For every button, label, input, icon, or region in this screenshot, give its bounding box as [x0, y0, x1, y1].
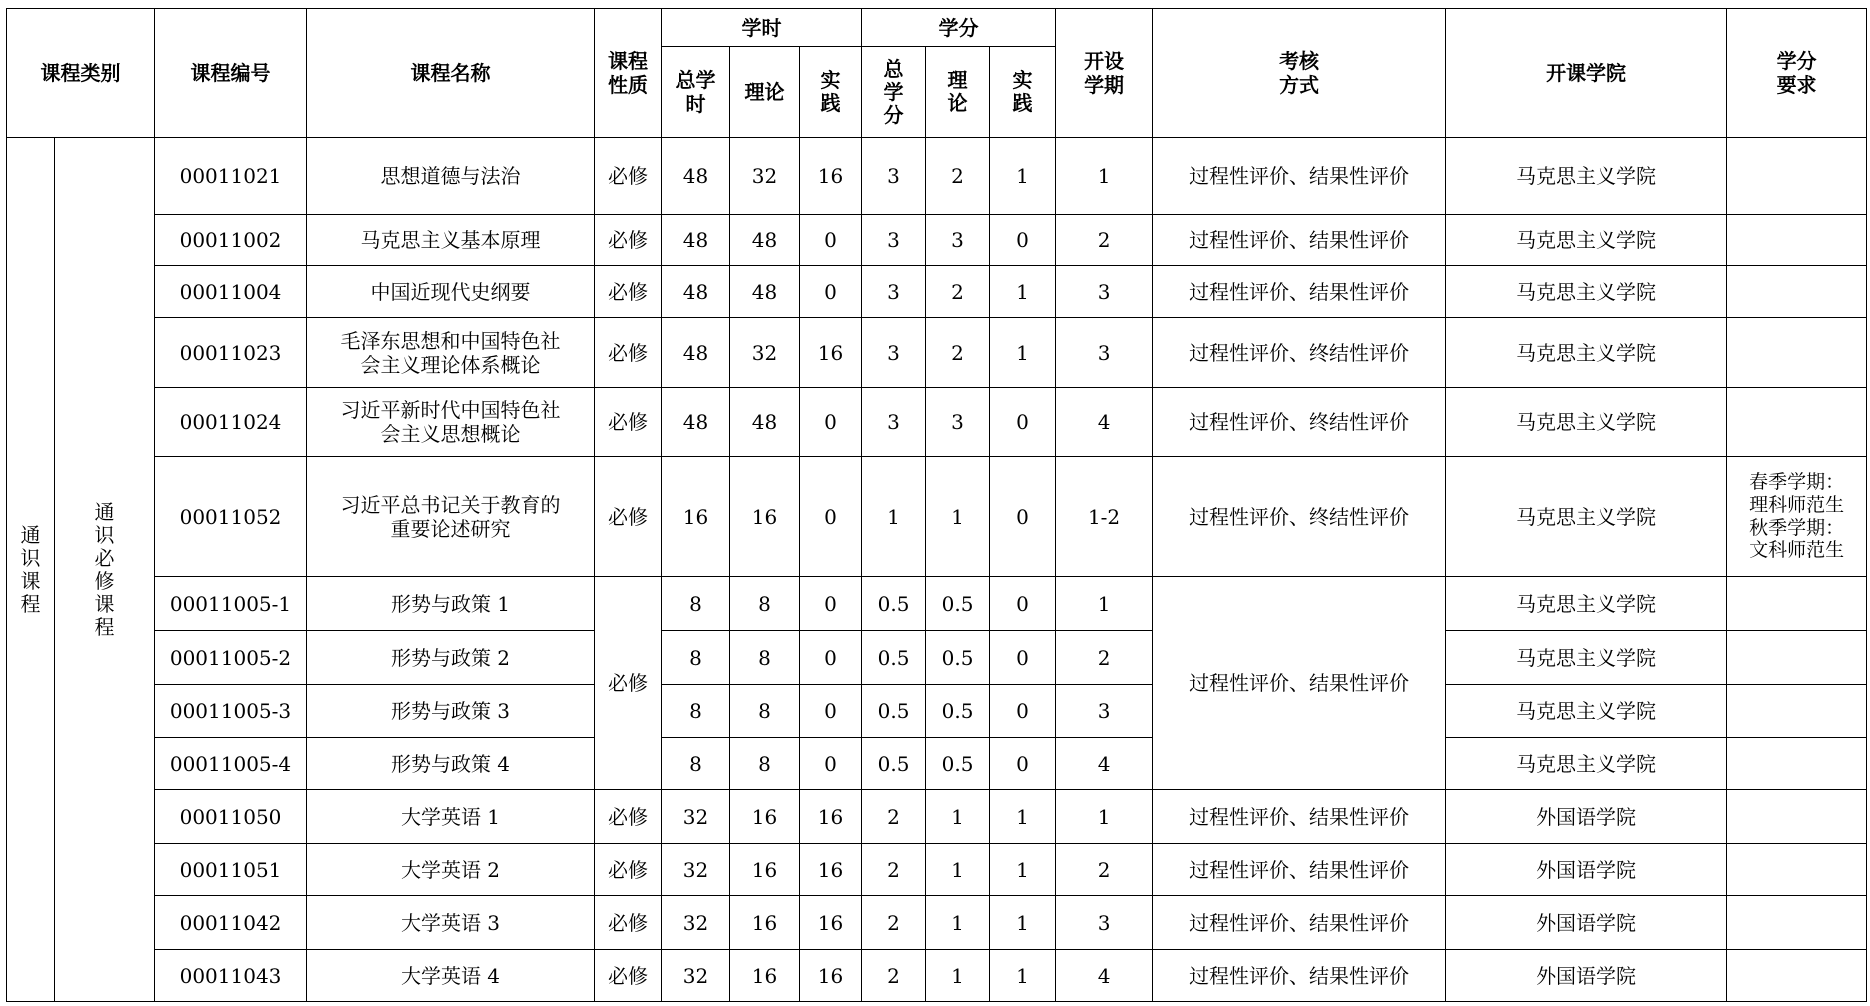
assessment: 过程性评价、终结性评价 — [1153, 388, 1446, 457]
requirement — [1727, 738, 1867, 790]
credits-practice: 1 — [990, 844, 1056, 896]
requirement-note: 春季学期：理科师范生 秋季学期：文科师范生 — [1749, 470, 1845, 562]
hours-practice: 0 — [800, 685, 862, 738]
assessment: 过程性评价、结果性评价 — [1153, 896, 1446, 950]
hours-total: 32 — [662, 790, 730, 844]
course-code: 00011052 — [155, 457, 307, 577]
course-nature: 必修 — [595, 790, 662, 844]
header-hours-total-text: 总学时 — [675, 68, 716, 116]
credits-total: 3 — [862, 388, 926, 457]
course-nature: 必修 — [595, 215, 662, 266]
credits-practice: 1 — [990, 266, 1056, 318]
credits-practice: 1 — [990, 138, 1056, 215]
hours-practice: 16 — [800, 318, 862, 388]
header-assessment — [1153, 9, 1446, 138]
course-nature: 必修 — [595, 266, 662, 318]
course-nature: 必修 — [595, 950, 662, 1002]
header-credits-theory — [926, 47, 990, 138]
semester: 4 — [1056, 950, 1153, 1002]
hours-practice: 0 — [800, 631, 862, 685]
course-name: 大学英语 1 — [307, 790, 595, 844]
header-requirement-text: 学分要求 — [1776, 49, 1817, 97]
college: 外国语学院 — [1446, 950, 1727, 1002]
course-code: 00011002 — [155, 215, 307, 266]
course-name-text: 习近平新时代中国特色社会主义思想概论 — [340, 398, 561, 446]
header-requirement — [1727, 9, 1867, 138]
hours-total: 16 — [662, 457, 730, 577]
course-name: 马克思主义基本原理 — [307, 215, 595, 266]
hours-practice: 16 — [800, 950, 862, 1002]
course-code: 00011004 — [155, 266, 307, 318]
assessment: 过程性评价、结果性评价 — [1153, 844, 1446, 896]
credits-practice: 0 — [990, 215, 1056, 266]
header-hours: 学时 — [662, 9, 862, 47]
hours-total: 8 — [662, 631, 730, 685]
course-code: 00011024 — [155, 388, 307, 457]
semester: 1 — [1056, 577, 1153, 631]
header-credits-practice — [990, 47, 1056, 138]
college: 马克思主义学院 — [1446, 318, 1727, 388]
credits-theory: 3 — [926, 388, 990, 457]
header-hours-practice-text: 实践 — [820, 68, 841, 115]
hours-theory: 32 — [730, 138, 800, 215]
college: 马克思主义学院 — [1446, 577, 1727, 631]
course-name: 大学英语 3 — [307, 896, 595, 950]
hours-practice: 16 — [800, 138, 862, 215]
course-name: 中国近现代史纲要 — [307, 266, 595, 318]
hours-theory: 48 — [730, 388, 800, 457]
credits-theory: 1 — [926, 844, 990, 896]
course-code: 00011021 — [155, 138, 307, 215]
course-nature: 必修 — [595, 318, 662, 388]
course-name: 大学英语 4 — [307, 950, 595, 1002]
hours-theory: 8 — [730, 577, 800, 631]
course-nature: 必修 — [595, 388, 662, 457]
hours-total: 8 — [662, 685, 730, 738]
college: 马克思主义学院 — [1446, 266, 1727, 318]
course-code: 00011005-2 — [155, 631, 307, 685]
requirement — [1727, 457, 1867, 577]
category-level1-text: 通识课程 — [20, 522, 41, 616]
hours-practice: 0 — [800, 457, 862, 577]
college: 马克思主义学院 — [1446, 738, 1727, 790]
semester: 3 — [1056, 896, 1153, 950]
hours-total: 48 — [662, 266, 730, 318]
hours-total: 48 — [662, 215, 730, 266]
hours-theory: 48 — [730, 215, 800, 266]
hours-theory: 8 — [730, 631, 800, 685]
assessment: 过程性评价、结果性评价 — [1153, 215, 1446, 266]
credits-theory: 3 — [926, 215, 990, 266]
college: 马克思主义学院 — [1446, 138, 1727, 215]
requirement — [1727, 896, 1867, 950]
header-semester-text: 开设学期 — [1084, 49, 1125, 97]
assessment: 过程性评价、终结性评价 — [1153, 318, 1446, 388]
credits-theory: 2 — [926, 138, 990, 215]
hours-theory: 8 — [730, 685, 800, 738]
requirement — [1727, 138, 1867, 215]
credits-total: 2 — [862, 790, 926, 844]
hours-total: 32 — [662, 896, 730, 950]
header-hours-total — [662, 47, 730, 138]
semester: 4 — [1056, 738, 1153, 790]
hours-theory: 16 — [730, 896, 800, 950]
hours-practice: 0 — [800, 388, 862, 457]
credits-practice: 1 — [990, 790, 1056, 844]
college: 马克思主义学院 — [1446, 631, 1727, 685]
hours-total: 32 — [662, 844, 730, 896]
credits-practice: 0 — [990, 631, 1056, 685]
course-name: 大学英语 2 — [307, 844, 595, 896]
college: 马克思主义学院 — [1446, 215, 1727, 266]
hours-theory: 32 — [730, 318, 800, 388]
credits-total: 0.5 — [862, 685, 926, 738]
course-name — [307, 318, 595, 388]
course-code: 00011050 — [155, 790, 307, 844]
credits-practice: 1 — [990, 950, 1056, 1002]
credits-practice: 0 — [990, 577, 1056, 631]
course-nature: 必修 — [595, 457, 662, 577]
course-name — [307, 457, 595, 577]
credits-theory: 0.5 — [926, 631, 990, 685]
requirement — [1727, 266, 1867, 318]
semester: 3 — [1056, 685, 1153, 738]
credits-total: 2 — [862, 896, 926, 950]
course-code: 00011051 — [155, 844, 307, 896]
credits-total: 1 — [862, 457, 926, 577]
hours-total: 48 — [662, 138, 730, 215]
hours-theory: 8 — [730, 738, 800, 790]
credits-total: 0.5 — [862, 738, 926, 790]
requirement — [1727, 215, 1867, 266]
header-credits: 学分 — [862, 9, 1056, 47]
requirement — [1727, 790, 1867, 844]
header-college: 开课学院 — [1446, 9, 1727, 138]
header-code: 课程编号 — [155, 9, 307, 138]
credits-theory: 1 — [926, 896, 990, 950]
semester: 3 — [1056, 318, 1153, 388]
assessment: 过程性评价、结果性评价 — [1153, 577, 1446, 790]
assessment: 过程性评价、结果性评价 — [1153, 138, 1446, 215]
hours-total: 8 — [662, 577, 730, 631]
semester: 2 — [1056, 631, 1153, 685]
credits-theory: 2 — [926, 318, 990, 388]
header-hours-practice — [800, 47, 862, 138]
hours-total: 32 — [662, 950, 730, 1002]
credits-total: 3 — [862, 215, 926, 266]
header-assessment-text: 考核方式 — [1279, 49, 1320, 97]
hours-total: 48 — [662, 388, 730, 457]
header-name: 课程名称 — [307, 9, 595, 138]
course-name: 形势与政策 3 — [307, 685, 595, 738]
credits-total: 2 — [862, 844, 926, 896]
credits-theory: 2 — [926, 266, 990, 318]
semester: 4 — [1056, 388, 1153, 457]
course-code: 00011005-3 — [155, 685, 307, 738]
credits-theory: 0.5 — [926, 577, 990, 631]
hours-theory: 16 — [730, 457, 800, 577]
category-level2 — [55, 138, 155, 1002]
requirement — [1727, 950, 1867, 1002]
college: 外国语学院 — [1446, 790, 1727, 844]
requirement — [1727, 685, 1867, 738]
course-name: 形势与政策 4 — [307, 738, 595, 790]
credits-total: 3 — [862, 318, 926, 388]
credits-practice: 0 — [990, 457, 1056, 577]
requirement — [1727, 577, 1867, 631]
course-code: 00011005-4 — [155, 738, 307, 790]
credits-theory: 1 — [926, 457, 990, 577]
hours-total: 48 — [662, 318, 730, 388]
course-name: 形势与政策 2 — [307, 631, 595, 685]
course-name-text: 习近平总书记关于教育的重要论述研究 — [340, 492, 561, 541]
credits-total: 3 — [862, 138, 926, 215]
assessment: 过程性评价、结果性评价 — [1153, 790, 1446, 844]
course-nature: 必修 — [595, 577, 662, 790]
header-nature-text: 课程性质 — [608, 49, 648, 97]
course-nature: 必修 — [595, 844, 662, 896]
credits-theory: 0.5 — [926, 738, 990, 790]
header-credits-theory-text: 理论 — [947, 68, 968, 115]
requirement — [1727, 844, 1867, 896]
course-code: 00011042 — [155, 896, 307, 950]
credits-theory: 0.5 — [926, 685, 990, 738]
header-credits-total-text: 总学分 — [883, 56, 904, 127]
requirement — [1727, 318, 1867, 388]
semester: 2 — [1056, 844, 1153, 896]
assessment: 过程性评价、结果性评价 — [1153, 266, 1446, 318]
category-level2-text: 通识必修课程 — [94, 499, 115, 639]
hours-practice: 16 — [800, 896, 862, 950]
course-code: 00011023 — [155, 318, 307, 388]
hours-theory: 48 — [730, 266, 800, 318]
college: 外国语学院 — [1446, 844, 1727, 896]
credits-practice: 0 — [990, 685, 1056, 738]
credits-total: 0.5 — [862, 577, 926, 631]
course-name-text: 毛泽东思想和中国特色社会主义理论体系概论 — [340, 328, 561, 377]
header-category: 课程类别 — [7, 9, 155, 138]
credits-total: 2 — [862, 950, 926, 1002]
header-hours-theory: 理论 — [730, 47, 800, 138]
semester: 1 — [1056, 790, 1153, 844]
header-semester — [1056, 9, 1153, 138]
credits-theory: 1 — [926, 790, 990, 844]
credits-total: 3 — [862, 266, 926, 318]
hours-theory: 16 — [730, 950, 800, 1002]
requirement — [1727, 631, 1867, 685]
course-name: 形势与政策 1 — [307, 577, 595, 631]
hours-total: 8 — [662, 738, 730, 790]
credits-practice: 1 — [990, 896, 1056, 950]
course-code: 00011043 — [155, 950, 307, 1002]
course-name — [307, 388, 595, 457]
hours-theory: 16 — [730, 844, 800, 896]
college: 外国语学院 — [1446, 896, 1727, 950]
course-nature: 必修 — [595, 896, 662, 950]
credits-total: 0.5 — [862, 631, 926, 685]
course-name: 思想道德与法治 — [307, 138, 595, 215]
hours-practice: 16 — [800, 844, 862, 896]
semester: 3 — [1056, 266, 1153, 318]
curriculum-table — [6, 8, 1867, 1002]
assessment: 过程性评价、结果性评价 — [1153, 950, 1446, 1002]
header-nature — [595, 9, 662, 138]
assessment: 过程性评价、终结性评价 — [1153, 457, 1446, 577]
hours-practice: 0 — [800, 738, 862, 790]
semester: 1-2 — [1056, 457, 1153, 577]
requirement — [1727, 388, 1867, 457]
credits-practice: 0 — [990, 388, 1056, 457]
category-level1 — [7, 138, 55, 1002]
hours-practice: 0 — [800, 577, 862, 631]
hours-practice: 16 — [800, 790, 862, 844]
hours-practice: 0 — [800, 215, 862, 266]
college: 马克思主义学院 — [1446, 388, 1727, 457]
hours-theory: 16 — [730, 790, 800, 844]
semester: 1 — [1056, 138, 1153, 215]
credits-practice: 0 — [990, 738, 1056, 790]
college: 马克思主义学院 — [1446, 685, 1727, 738]
credits-practice: 1 — [990, 318, 1056, 388]
course-code: 00011005-1 — [155, 577, 307, 631]
course-nature: 必修 — [595, 138, 662, 215]
header-credits-practice-text: 实践 — [1012, 68, 1033, 115]
hours-practice: 0 — [800, 266, 862, 318]
semester: 2 — [1056, 215, 1153, 266]
college: 马克思主义学院 — [1446, 457, 1727, 577]
header-credits-total — [862, 47, 926, 138]
credits-theory: 1 — [926, 950, 990, 1002]
